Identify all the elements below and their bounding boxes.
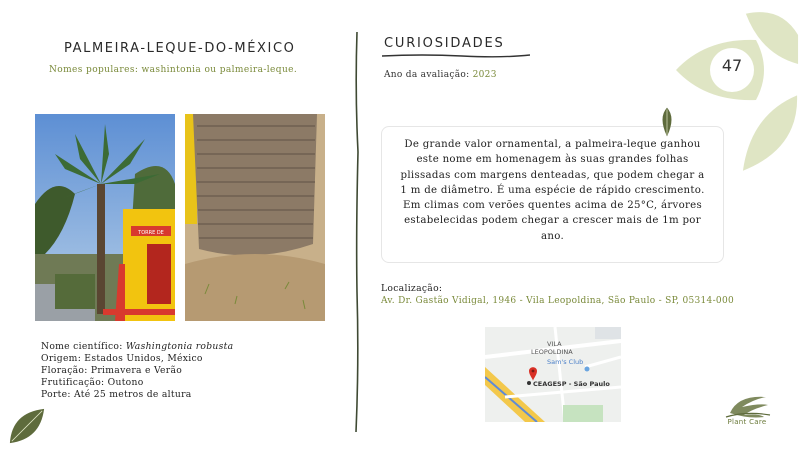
vertical-divider: [352, 32, 362, 432]
fact-fruiting: Frutificação: Outono: [41, 377, 144, 388]
plant-care-logo: [718, 393, 776, 435]
title-underline: [382, 53, 530, 59]
location-address: Av. Dr. Gastão Vidigal, 1946 - Vila Leopoldina, São Paulo - SP, 05314-000: [381, 296, 734, 306]
curiosity-text: De grande valor ornamental, a palmeira-leque ganhou este nome em homenagem às suas grandes folhas plissadas com margens denteadas, que podem chegar a 1 m de diâmetro. É uma espécie de rápido crescimento. Em climas com verões quentes acima de 25°C, árvores estabelecidas podem chegar a crescer mais de 1m por ano.: [381, 126, 724, 263]
plant-facts: [41, 341, 233, 401]
leaf-small-icon: [658, 106, 676, 138]
map-label-district: VILA: [547, 340, 562, 348]
page-title: PALMEIRA-LEQUE-DO-MÉXICO: [64, 41, 296, 56]
fact-scientific-name: Nome científico: Washingtonia robusta: [41, 341, 234, 352]
section-title: CURIOSIDADES: [384, 36, 505, 51]
page-number: 47: [721, 56, 743, 75]
photo-palm-tree: [35, 114, 175, 321]
leaf-bottom-left-icon: [8, 406, 46, 446]
map-label-place: CEAGESP - São Paulo: [533, 380, 610, 388]
logo-name: Plant Care: [727, 418, 767, 426]
location-label: Localização:: [381, 283, 443, 294]
map-label-district-2: LEOPOLDINA: [531, 348, 573, 356]
photo-trunk-closeup: [185, 114, 325, 321]
location-map: [485, 327, 621, 422]
leaf-top-right-icon: [742, 4, 800, 66]
leaf-right-icon: [741, 94, 799, 174]
map-label-store: Sam's Club: [547, 358, 584, 366]
evaluation-year: Ano da avaliação: 2023: [384, 70, 497, 80]
fact-origin: Origem: Estados Unidos, México: [41, 353, 203, 364]
photo-sign-text: TORRE DE: [138, 230, 164, 236]
fact-flowering: Floração: Primavera e Verão: [41, 365, 183, 376]
fact-size: Porte: Até 25 metros de altura: [41, 389, 192, 400]
popular-names: Nomes populares: washintonia ou palmeira-leque.: [49, 65, 298, 75]
